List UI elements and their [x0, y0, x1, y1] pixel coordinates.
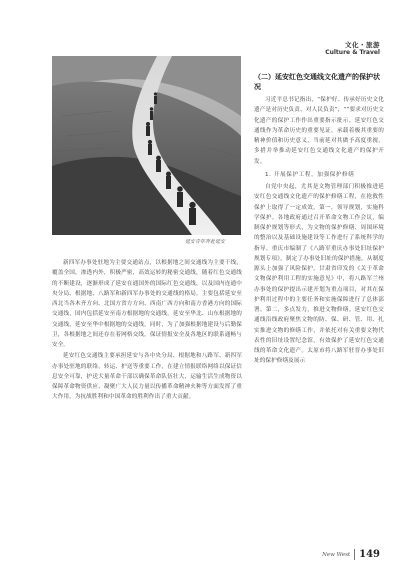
- page-footer: [322, 549, 380, 560]
- historical-photo: [52, 56, 241, 235]
- left-column: [52, 258, 242, 403]
- magazine-name: New West: [322, 551, 351, 558]
- right-paragraph-2: 自党中央起，尤其是文物管理部门积极推进延安红色交通线文化遗产的保护修缮工程，在抢救性保护上取得了一定成效。第一，领导规划，实施科学保护。各地政府通过召开革命文物工作会议，编制保护规划等形式，为文物的保护修缮、周围环境的整治以及基础设施建设等工作进行了系统科学的指导。重庆市编制了《八路军重庆办事处旧址保护规划专项》，制定了办事处旧址的保护措施，从制度源头上加强了风险保护。甘肃省印发的《关于革命文物保护利用工程的实施意见》中，将八路军兰州办事处的保护提出示建开划为重点项目，对其在保护利用过程中的主要任务和实施保障进行了总体部署。第二，多点发力，推进文物修缮。延安红色交通线沿线政府聚焦文物的防、保、研、管、用、扎实推进文物的修缮工作，并依托对有关重要文物代表性的旧址设置纪念馆，有效保护了延安红色交通线的革命文化遗产。太原市将八路军驻晋办事处旧址的保护修缮及展示: [254, 184, 384, 365]
- page-header: [325, 40, 380, 56]
- photo-image: [52, 56, 241, 235]
- section-name-en: Culture & Travel: [325, 49, 380, 56]
- subsection-heading: 1. 开展保护工程，加强保护修缮: [265, 171, 355, 178]
- section-title: （二）延安红色交通线文化遗产的保护状况: [254, 73, 380, 91]
- page-number: 149: [359, 549, 380, 560]
- left-paragraph-1: 新四军办事处驻地为主要交通站点，以根据地之间交通线为主要干线，覆盖全国，渗透内外，积极严密，高效运转的秘密交通线，随着红色交通线的不断建设，逐渐形成了延安在通国外的国际红色交通线，以及国内连通中央分局、根据地、八路军和新四军办事处的交通线的格局。主要包括延安至西北当各木齐方向、北国方省方方向、西南广西方向和南方香港方向的国际交通线，国内包括延安至南方根据地的交通线，延安至华北、山东根据地的交通线，延安至华中根据地的交通线，同时，为了加强根据地建设与后勤保卫，各根据地之间还存在着网格交线，保证情报安全及各地区的联系通畅与安全。: [52, 260, 242, 348]
- photo-caption: 延安青年奔赴延安: [185, 239, 226, 245]
- right-paragraph-1: 习近平总书记指出，“保护好、传承好历史文化遗产是对历史负责、对人民负责”，“”要求对历史文化遗产的保护工作作出重要指示批示。延安红色交通线作为革命历史的重要见证，承载着极其重要的精神价值和历史意义，当前延对其做予高度重视，多措并举推动延安红色交通线文化遗产的保护开发。: [254, 97, 384, 165]
- left-paragraph-2: 延安红色交通线主要承担延安与各中央分局、根据地和八路军、新四军办事处驻地的联络，转运、护送等重要工作，在建立情报联络网络以保证信息安全可靠，护送大量革命干部以确保革命队伍壮大，运输生活生成物资以保障革命物资供应、凝聚广大人民力量以传播革命精神火种等方面发挥了重大作用，为抗战胜利和中国革命的胜利作出了重大贡献。: [52, 353, 242, 401]
- section-name-zh: 文化・旅游: [345, 41, 380, 49]
- right-column: [254, 72, 384, 367]
- footer-divider: [354, 549, 355, 560]
